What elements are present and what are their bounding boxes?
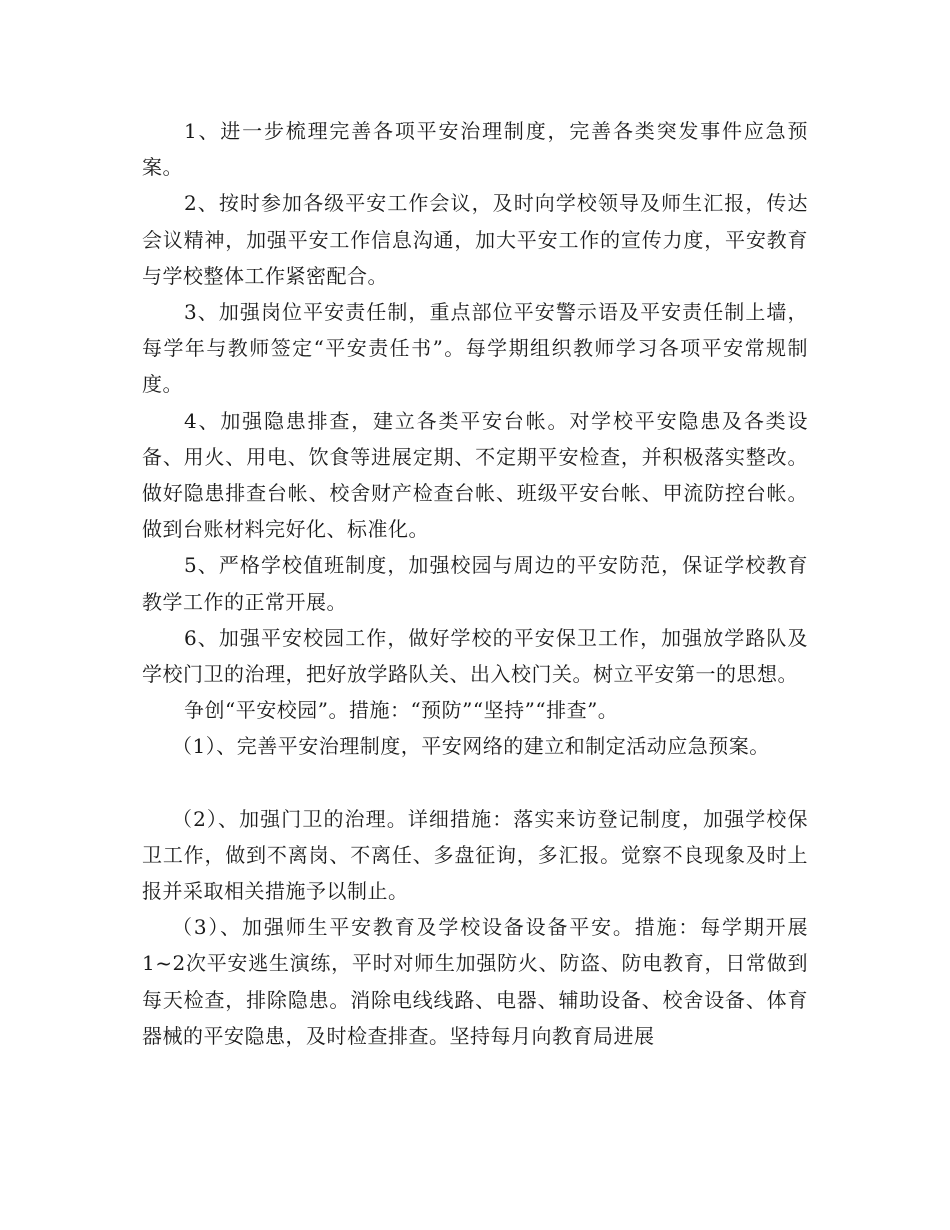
measure-1: （1）、完善平安治理制度，平安网络的建立和制定活动应急预案。 — [172, 734, 770, 759]
paragraph-3: 3、加强岗位平安责任制，重点部位平安警示语及平安责任制上墙，每学年与教师签定“平安责任书”。每学期组织教师学习各项平安常规制度。 — [142, 300, 808, 397]
paragraph-safe-campus: 争创“平安校园”。措施：“预防”“坚持”“排查”。 — [184, 698, 619, 723]
blank-line — [142, 765, 808, 801]
paragraph-2: 2、按时参加各级平安工作会议，及时向学校领导及师生汇报，传达会议精神，加强平安工作信息沟通，加大平安工作的宣传力度，平安教育与学校整体工作紧密配合。 — [142, 191, 808, 288]
paragraph-6: 6、加强平安校园工作，做好学校的平安保卫工作，加强放学路队及学校门卫的治理，把好放学路队关、出入校门关。树立平安第一的思想。 — [142, 625, 808, 687]
paragraph-1: 1、进一步梳理完善各项平安治理制度，完善各类突发事件应急预案。 — [142, 119, 808, 180]
measure-2: （2）、加强门卫的治理。详细措施：落实来访登记制度，加强学校保卫工作，做到不离岗、不离任、多盘征询，多汇报。觉察不良现象及时上报并采取相关措施予以制止。 — [142, 806, 808, 904]
document-page — [142, 113, 808, 1054]
paragraph-4: 4、加强隐患排查，建立各类平安台帐。对学校平安隐患及各类设备、用火、用电、饮食等进展定期、不定期平安检查，并积极落实整改。做好隐患排查台帐、校舍财产检查台帐、班级平安台帐、甲流防控台帐。做到台账材料完好化、标准化。 — [142, 408, 808, 542]
measure-3: （3）、加强师生平安教育及学校设备设备平安。措施：每学期开展1~2次平安逃生演练，平时对师生加强防火、防盗、防电教育，日常做到每天检查，排除隐患。消除电线线路、电器、辅助设备、校舍设备、体育器械的平安隐患，及时检查排查。坚持每月向教育局进展 — [142, 915, 808, 1048]
paragraph-5: 5、严格学校值班制度，加强校园与周边的平安防范，保证学校教育教学工作的正常开展。 — [142, 553, 808, 614]
